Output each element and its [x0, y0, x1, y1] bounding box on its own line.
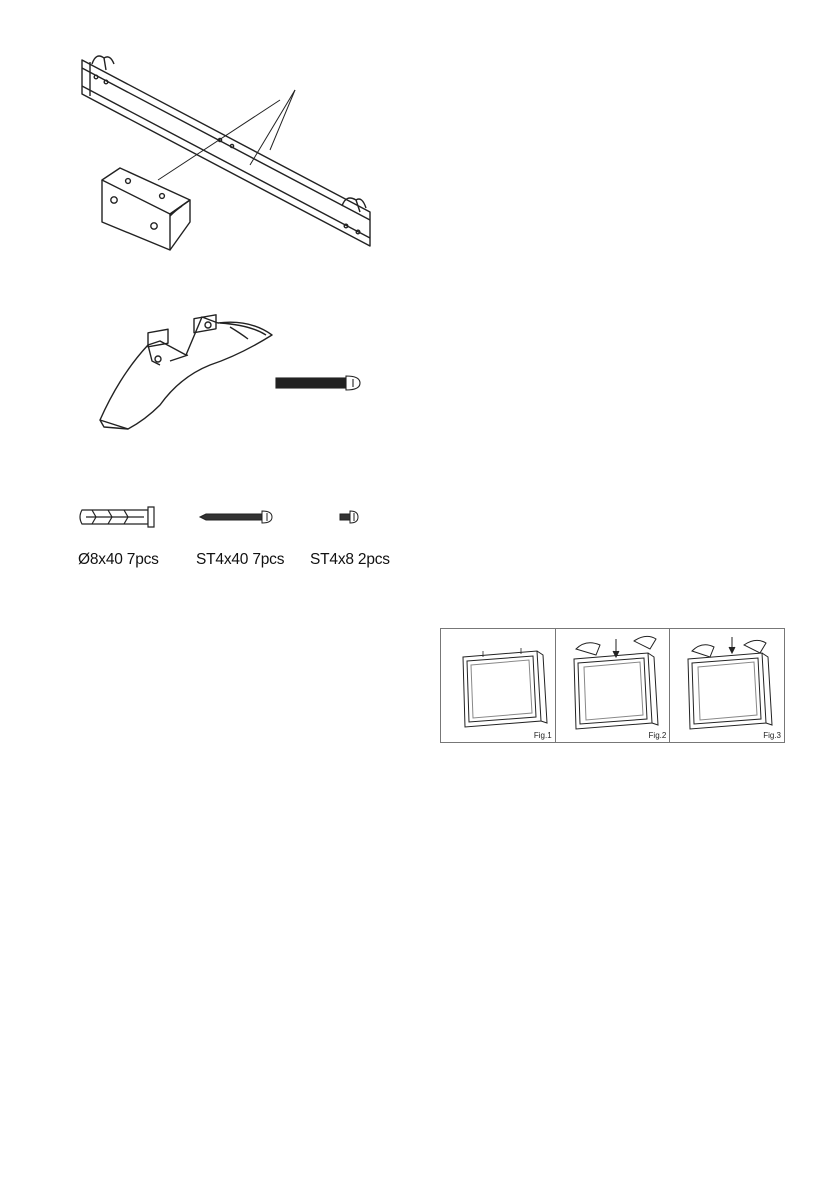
tv-stand-screw-illustration [670, 629, 784, 742]
figure-2-caption: Fig.2 [648, 731, 667, 740]
wall-bracket-illustration [70, 50, 390, 260]
tv-back-illustration [441, 629, 555, 742]
figure-1 [441, 629, 556, 742]
figure-2 [556, 629, 671, 742]
assembly-figures-panel [440, 628, 785, 743]
tv-stand-attach-illustration [556, 629, 670, 742]
short-screw-icon [338, 508, 360, 526]
short-screw-label: ST4x8 2pcs [310, 551, 390, 568]
figure-3-caption: Fig.3 [763, 731, 782, 740]
long-screw-label: ST4x40 7pcs [196, 551, 285, 568]
figure-3 [670, 629, 784, 742]
long-screw-icon [198, 508, 274, 526]
figure-1-caption: Fig.1 [533, 731, 552, 740]
machine-screw-illustration [274, 372, 364, 394]
wall-anchor-icon [78, 504, 160, 530]
anchor-label: Ø8x40 7pcs [78, 551, 159, 568]
stand-foot-illustration [90, 305, 280, 435]
